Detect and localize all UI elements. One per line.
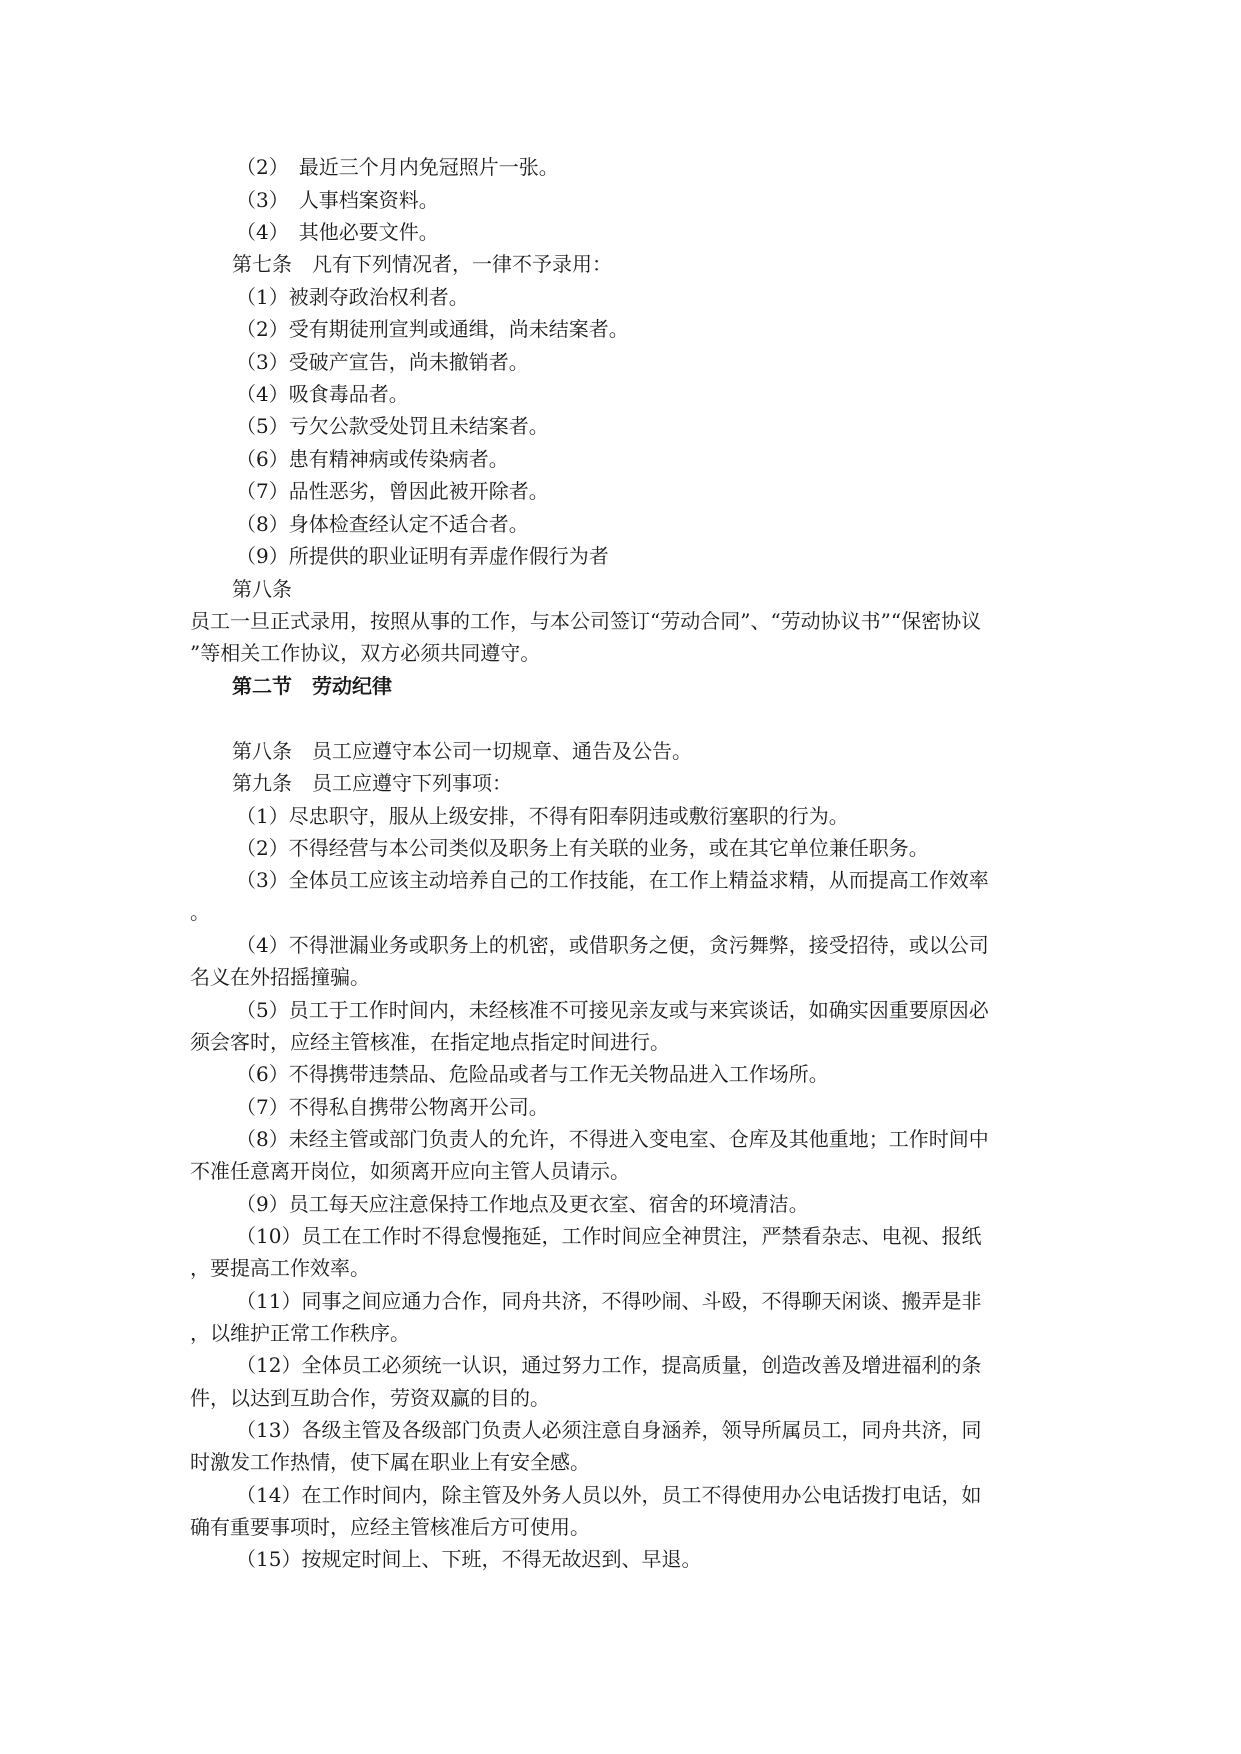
list-item: （4）吸食毒品者。 — [236, 382, 409, 406]
list-item: （2） 最近三个月内免冠照片一张。 — [236, 155, 559, 179]
section-heading: 第二节 劳动纪律 — [232, 674, 392, 698]
paragraph-line: （8）未经主管或部门负责人的允许，不得进入变电室、仓库及其他重地；工作时间中 — [236, 1127, 989, 1151]
article-9-title: 第九条 员工应遵守下列事项： — [232, 771, 512, 795]
paragraph-line: （7）不得私自携带公物离开公司。 — [236, 1095, 549, 1119]
list-item: （8）身体检查经认定不适合者。 — [236, 512, 529, 536]
paragraph-line: 不准任意离开岗位，如须离开应向主管人员请示。 — [190, 1159, 630, 1183]
paragraph-line: （13）各级主管及各级部门负责人必须注意自身涵养，领导所属员工，同舟共济，同 — [236, 1418, 982, 1442]
paragraph-line: 。 — [190, 900, 210, 924]
paragraph-line: （5）员工于工作时间内，未经核准不可接见亲友或与来宾谈话，如确实因重要原因必 — [236, 998, 989, 1022]
paragraph-line: （14）在工作时间内，除主管及外务人员以外，员工不得使用办公电话拨打电话，如 — [236, 1483, 982, 1507]
paragraph-line: （11）同事之间应通力合作，同舟共济，不得吵闹、斗殴，不得聊天闲谈、搬弄是非 — [236, 1289, 982, 1313]
paragraph-line: 件，以达到互助合作，劳资双赢的目的。 — [190, 1386, 550, 1410]
list-item: （2）受有期徒刑宣判或通缉，尚未结案者。 — [236, 317, 629, 341]
paragraph-line: （2）不得经营与本公司类似及职务上有关联的业务，或在其它单位兼任职务。 — [236, 836, 929, 860]
paragraph-line: 员工一旦正式录用，按照从事的工作，与本公司签订“劳动合同”、“劳动协议书”“保密协议 — [190, 609, 982, 633]
list-item: （3）受破产宣告，尚未撤销者。 — [236, 350, 529, 374]
paragraph-line: ，要提高工作效率。 — [190, 1256, 370, 1280]
paragraph-line: （9）员工每天应注意保持工作地点及更衣室、宿舍的环境清洁。 — [236, 1192, 809, 1216]
paragraph-line: （12）全体员工必须统一认识，通过努力工作，提高质量，创造改善及增进福利的条 — [236, 1353, 982, 1377]
list-item: （7）品性恶劣，曾因此被开除者。 — [236, 479, 549, 503]
list-item: （6）患有精神病或传染病者。 — [236, 447, 509, 471]
paragraph-line: 时激发工作热情，使下属在职业上有安全感。 — [190, 1450, 590, 1474]
list-item: （4） 其他必要文件。 — [236, 220, 439, 244]
paragraph-line: ”等相关工作协议，双方必须共同遵守。 — [190, 641, 541, 665]
paragraph-line: ，以维护正常工作秩序。 — [190, 1321, 410, 1345]
paragraph-line: 确有重要事项时，应经主管核准后方可使用。 — [190, 1515, 590, 1539]
paragraph-line: （15）按规定时间上、下班，不得无故迟到、早退。 — [236, 1547, 702, 1571]
paragraph-line: （6）不得携带违禁品、危险品或者与工作无关物品进入工作场所。 — [236, 1062, 829, 1086]
paragraph-line: 名义在外招摇撞骗。 — [190, 965, 370, 989]
list-item: （5）亏欠公款受处罚且未结案者。 — [236, 414, 549, 438]
list-item: （9）所提供的职业证明有弄虚作假行为者 — [236, 544, 609, 568]
list-item: （1）被剥夺政治权利者。 — [236, 285, 469, 309]
list-item: （3） 人事档案资料。 — [236, 188, 439, 212]
article-8b-title: 第八条 员工应遵守本公司一切规章、通告及公告。 — [232, 739, 692, 763]
article-7-title: 第七条 凡有下列情况者，一律不予录用： — [232, 252, 612, 276]
article-8-title: 第八条 — [232, 577, 292, 601]
paragraph-line: （3）全体员工应该主动培养自己的工作技能，在工作上精益求精，从而提高工作效率 — [236, 868, 989, 892]
paragraph-line: （10）员工在工作时不得怠慢拖延，工作时间应全神贯注，严禁看杂志、电视、报纸 — [236, 1224, 982, 1248]
paragraph-line: 须会客时，应经主管核准，在指定地点指定时间进行。 — [190, 1030, 670, 1054]
paragraph-line: （1）尽忠职守，服从上级安排，不得有阳奉阴违或敷衍塞职的行为。 — [236, 804, 849, 828]
paragraph-line: （4）不得泄漏业务或职务上的机密，或借职务之便，贪污舞弊，接受招待，或以公司 — [236, 933, 989, 957]
